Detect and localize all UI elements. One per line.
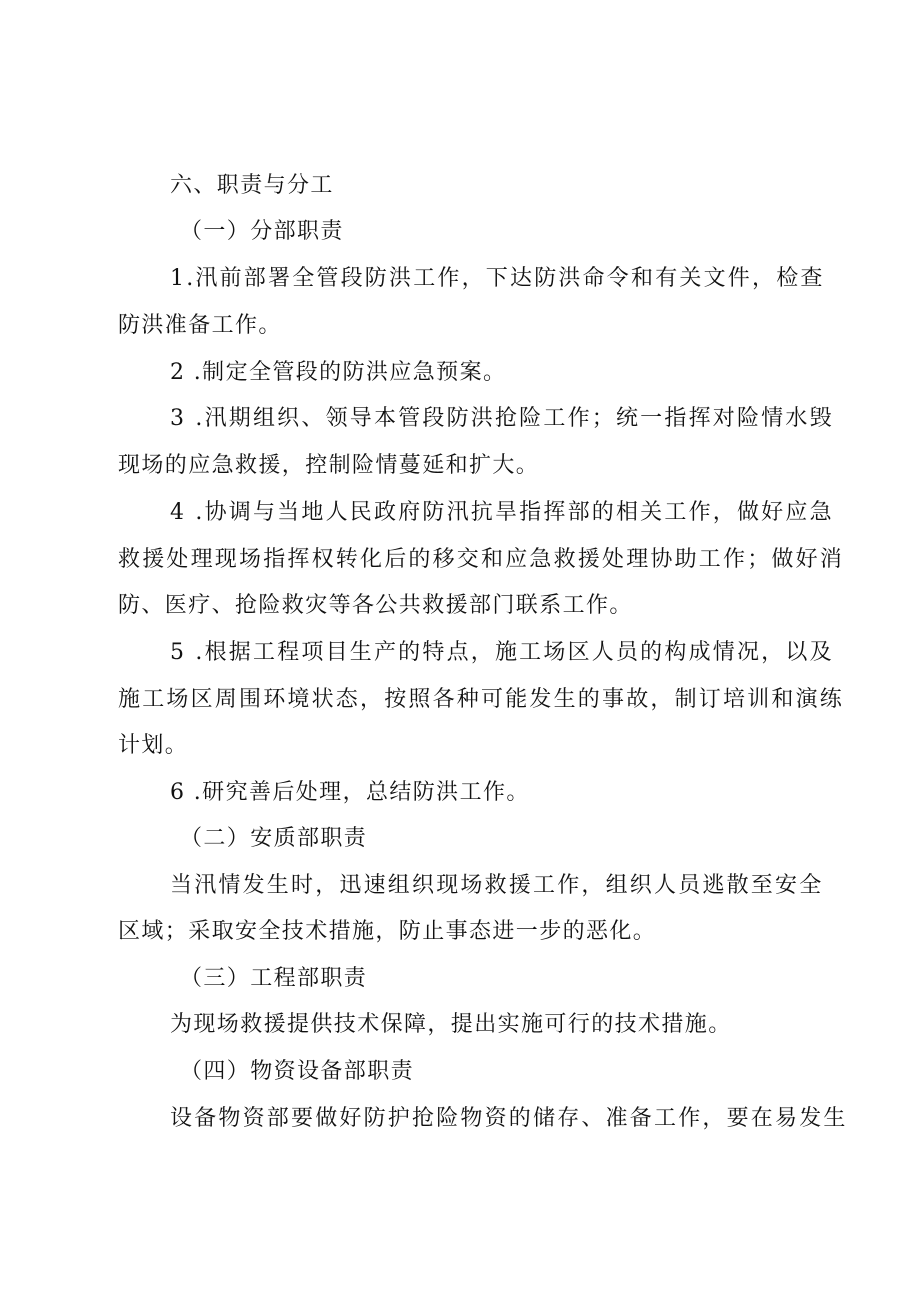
paragraph-7-line-1: 当汛情发生时，迅速组织现场救援工作，组织人员逃散至安全	[170, 873, 824, 898]
paragraph-1-line-2: 防洪准备工作。	[118, 313, 282, 338]
paragraph-4-line-1: 4 .协调与当地人民政府防汛抗旱指挥部的相关工作，做好应急	[170, 500, 834, 525]
subsection-heading-1: （一）分部职责	[180, 219, 344, 244]
paragraph-4-line-3: 防、医疗、抢险救灾等各公共救援部门联系工作。	[118, 593, 633, 618]
paragraph-2-line-1: 2 .制定全管段的防洪应急预案。	[170, 360, 507, 385]
paragraph-5-line-1: 5 .根据工程项目生产的特点，施工场区人员的构成情况，以及	[170, 640, 834, 665]
paragraph-5-line-3: 计划。	[118, 733, 189, 758]
paragraph-6-line-1: 6 .研究善后处理，总结防洪工作。	[170, 780, 530, 805]
paragraph-1-line-1: 1.汛前部署全管段防洪工作，下达防洪命令和有关文件，检查	[170, 266, 825, 291]
paragraph-3-line-2: 现场的应急救援，控制险情蔓延和扩大。	[118, 453, 540, 478]
paragraph-7-line-2: 区域；采取安全技术措施，防止事态进一步的恶化。	[118, 919, 657, 944]
subsection-heading-3: （三）工程部职责	[180, 966, 368, 991]
paragraph-3-line-1: 3 .汛期组织、领导本管段防洪抢险工作；统一指挥对险情水毁	[170, 406, 834, 431]
section-heading: 六、职责与分工	[170, 173, 334, 198]
paragraph-9-line-1: 设备物资部要做好防护抢险物资的储存、准备工作，要在易发生	[170, 1106, 848, 1131]
subsection-heading-2: （二）安质部职责	[180, 826, 368, 851]
paragraph-8-line-1: 为现场救援提供技术保障，提出实施可行的技术措施。	[170, 1012, 732, 1037]
paragraph-4-line-2: 救援处理现场指挥权转化后的移交和应急救援处理协助工作；做好消	[118, 547, 845, 572]
paragraph-5-line-2: 施工场区周围环境状态，按照各种可能发生的事故，制订培训和演练	[118, 687, 845, 712]
subsection-heading-4: （四）物资设备部职责	[180, 1059, 415, 1084]
